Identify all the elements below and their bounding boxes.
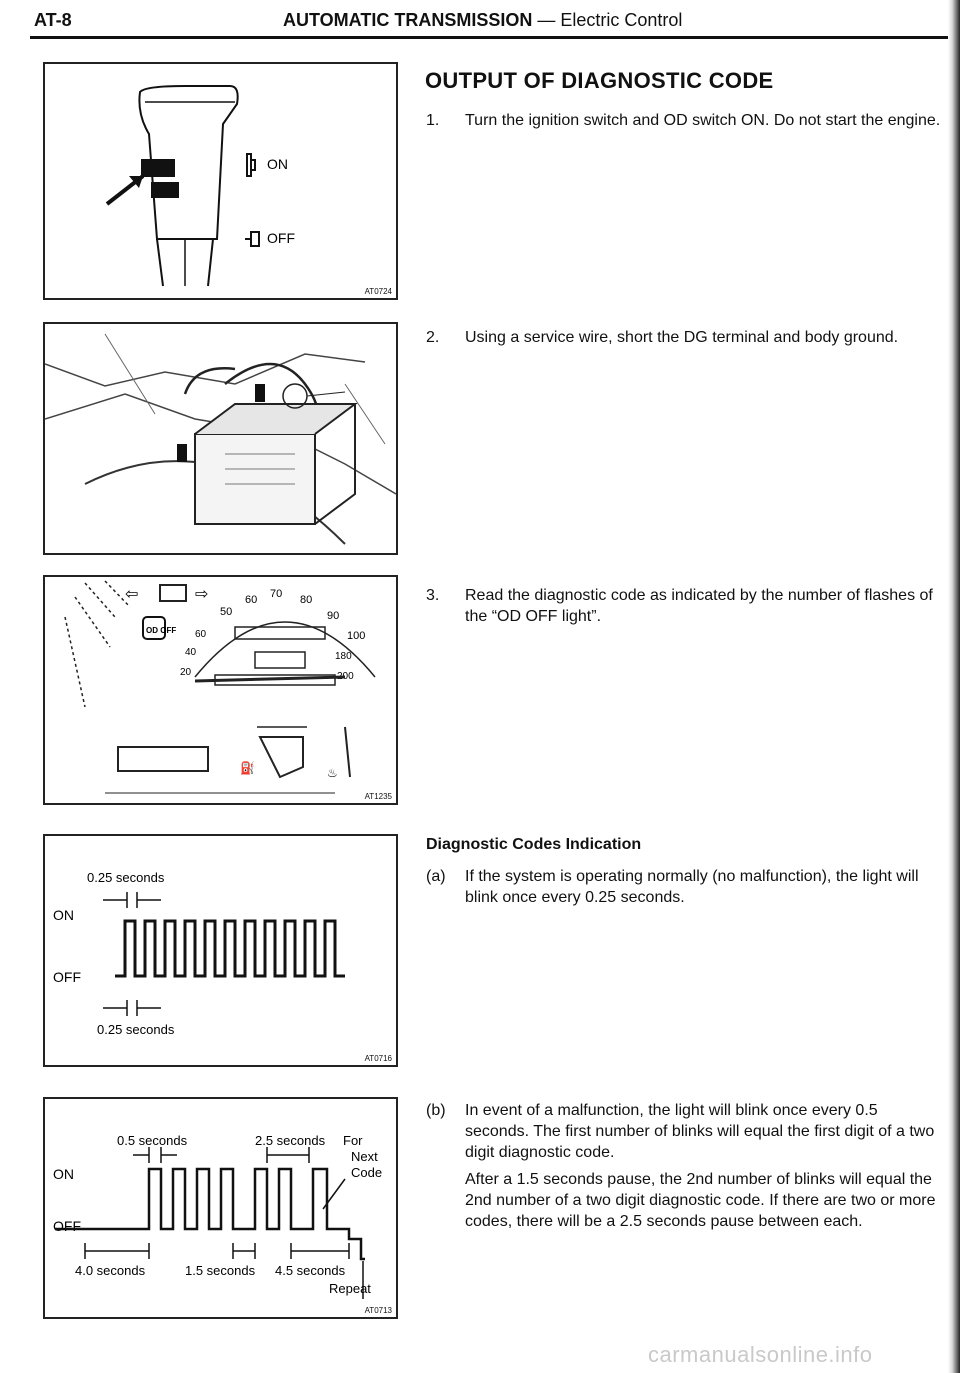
item-text: If the system is operating normally (no malfunction), the light will blink once every 0.25 seconds.	[465, 868, 919, 906]
label-for: For	[343, 1133, 363, 1148]
malfunction-timing-chart	[45, 1099, 396, 1317]
step-3	[426, 585, 946, 627]
step-text: Using a service wire, short the DG terminal and body ground.	[465, 329, 899, 346]
watermark: carmanualsonline.info	[648, 1342, 873, 1367]
speed-tick-inner: 40	[185, 647, 197, 658]
item-label: (a)	[426, 868, 446, 885]
speed-tick: 90	[327, 610, 340, 622]
item-body	[465, 1100, 946, 1232]
step-2	[426, 327, 946, 348]
item-label: (b)	[426, 1102, 446, 1119]
normal-on-label: ON	[53, 907, 74, 923]
figure-normal-blink-timing	[43, 834, 398, 1067]
od-on-label: ON	[267, 156, 288, 172]
normal-bottom-label: 0.25 seconds	[97, 1022, 175, 1037]
figure-od-switch	[43, 62, 398, 300]
speed-tick: 80	[300, 594, 313, 606]
speed-tick: 100	[347, 630, 366, 642]
header-title-sep: —	[532, 10, 561, 30]
speed-tick-inner: 60	[195, 629, 207, 640]
speed-tick-inner: 180	[335, 651, 352, 662]
label-code: Code	[351, 1165, 383, 1180]
od-off-lamp-label: OD OFF	[146, 626, 177, 635]
figure-id: AT0724	[364, 287, 392, 296]
figure-malfunction-blink-timing	[43, 1097, 398, 1319]
speed-tick-inner: 200	[337, 671, 354, 682]
combination-meter-illustration	[45, 577, 396, 803]
indicator-box	[160, 585, 186, 601]
temp-icon: ♨	[327, 766, 338, 780]
diag-item-a	[426, 866, 946, 908]
header-rule	[30, 36, 948, 39]
label-40-seconds: 4.0 seconds	[75, 1263, 146, 1278]
page-binding-edge	[948, 0, 960, 1373]
step-number: 2.	[426, 329, 440, 346]
label-next: Next	[351, 1149, 378, 1164]
speed-tick: 60	[245, 594, 258, 606]
turn-left-icon: ⇦	[125, 586, 139, 603]
section-title: OUTPUT OF DIAGNOSTIC CODE	[425, 68, 774, 93]
normal-timing-chart	[45, 836, 396, 1065]
step-number: 1.	[426, 112, 440, 129]
page-header-title	[283, 10, 682, 31]
figure-id: AT1235	[364, 792, 392, 801]
figure-service-wire	[43, 322, 398, 555]
item-text: After a 1.5 seconds pause, the 2nd number of blinks will equal the 2nd number of a two digit diagnostic code. If there are two or more codes, there will be a 2.5 seconds pause between each.	[465, 1171, 936, 1230]
speed-tick-inner: 20	[180, 667, 192, 678]
step-text: Read the diagnostic code as indicated by the number of flashes of the “OD OFF light”.	[465, 587, 933, 625]
figure-id: AT0713	[364, 1306, 392, 1315]
step-number: 3.	[426, 587, 440, 604]
label-repeat: Repeat	[329, 1281, 371, 1296]
header-title-rest: Electric Control	[560, 10, 683, 30]
label-45-seconds: 4.5 seconds	[275, 1263, 346, 1278]
speed-tick: 70	[270, 588, 283, 600]
normal-off-label: OFF	[53, 969, 81, 985]
step-text: Turn the ignition switch and OD switch ON. Do not start the engine.	[465, 112, 941, 129]
fuel-icon: ⛽	[240, 761, 255, 775]
label-25-seconds: 2.5 seconds	[255, 1133, 326, 1148]
normal-top-label: 0.25 seconds	[87, 870, 165, 885]
turn-right-icon: ⇨	[195, 586, 209, 603]
od-switch-illustration	[45, 64, 396, 298]
diagnostic-codes-heading: Diagnostic Codes Indication	[426, 836, 642, 853]
step-1	[426, 110, 946, 131]
header-title-bold: AUTOMATIC TRANSMISSION	[283, 10, 533, 30]
label-15-seconds: 1.5 seconds	[185, 1263, 256, 1278]
page-number: AT-8	[34, 10, 72, 30]
figure-combination-meter	[43, 575, 398, 805]
malf-on-label: ON	[53, 1166, 74, 1182]
label-05-seconds: 0.5 seconds	[117, 1133, 188, 1148]
malf-off-label: OFF	[53, 1218, 81, 1234]
od-off-label: OFF	[267, 230, 295, 246]
diag-item-b	[426, 1100, 946, 1238]
figure-id: AT0716	[364, 1054, 392, 1063]
item-text: In event of a malfunction, the light will blink once every 0.5 seconds. The first number of blinks will equal the first digit of a two digit diagnostic code.	[465, 1102, 935, 1161]
speed-tick: 50	[220, 606, 233, 618]
engine-bay-illustration	[45, 324, 396, 553]
